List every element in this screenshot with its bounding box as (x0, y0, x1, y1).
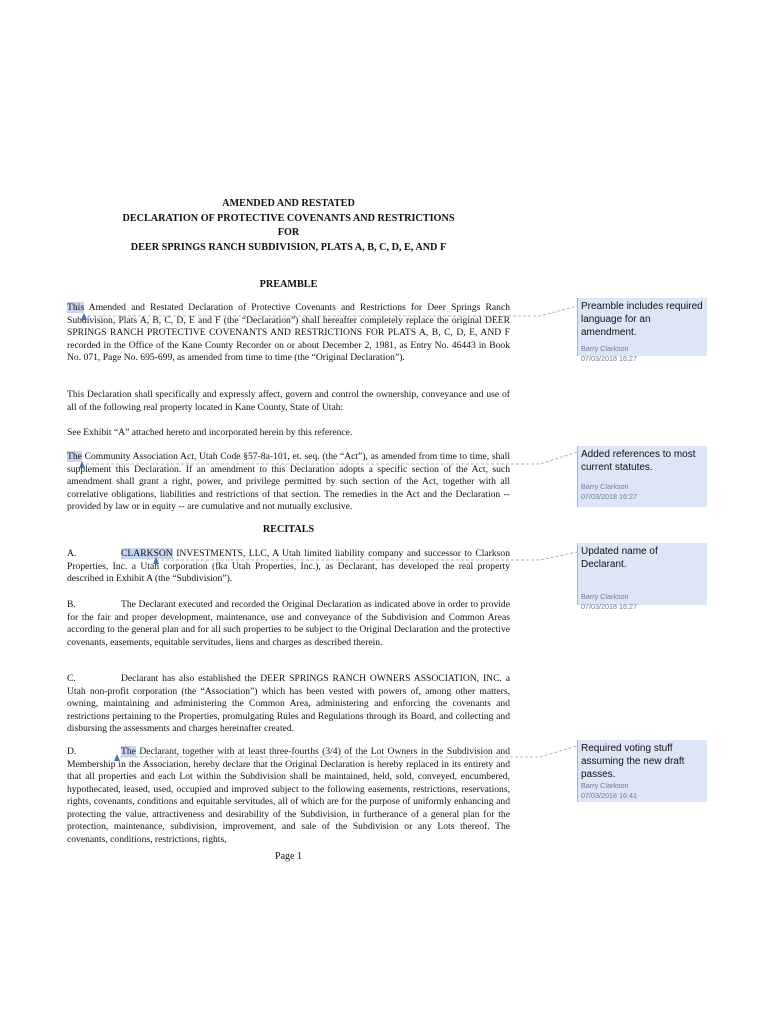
recital-c (67, 673, 510, 736)
page-number: Page 1 (275, 851, 302, 862)
paragraph-text: Community Association Act, Utah Code §57-8a-101, et. seq. (the “Act”), as amended from time to time, shall supplement this Declaration. If an amendment to this Declaration adopts a specific section of the Act, such amendment shall grant a right, power, and privilege permitted by such section of the Act, together with all correlative obligations, liabilities and restrictions of that section. The remedies in the Act and the Declaration -- provided by law or in equity -- are cumulative and not mutually exclusive. (67, 451, 510, 512)
recital-label: A. (67, 548, 77, 559)
title-line: DECLARATION OF PROTECTIVE COVENANTS AND RESTRICTIONS (122, 212, 455, 224)
paragraph-text: Amended and Restated Declaration of Protective Covenants and Restrictions for Deer Springs Ranch Subdivision, Plats A, B, C, D, E and F (the “Declaration”) shall hereafter completely replace the original DEER SPRINGS RANCH PROTECTIVE COVENANTS AND RESTRICTIONS FOR PLATS A, B, C, D, E, AND F recorded in the Office of the Kane County Recorder on or about December 2, 1981, as Entry No. 46443 in Book No. 071, Page No. 695-699, as amended from time to time (the “Original Declaration”). (67, 302, 510, 363)
comment-author: Barry Clarkson (581, 344, 629, 353)
comment-author: Barry Clarkson (581, 592, 629, 601)
comment-date: 07/03/2018 16:27 (581, 492, 637, 501)
comment-text: Added references to most current statutes. (581, 449, 696, 473)
paragraph-text: The Declarant executed and recorded the Original Declaration as indicated above in order to provide for the fair and proper development, maintenance, use and conveyance of the Subdivision and Common Areas according to the general plan and for all such properties to be subject to the Original Declaration and the protective covenants, easements, equitable servitudes, liens and charges as described therein. (67, 599, 510, 648)
document-title (67, 197, 510, 255)
highlighted-text[interactable]: The (121, 746, 136, 757)
recital-label: C. (67, 673, 76, 684)
comment-text: Updated name of Declarant. (581, 546, 658, 570)
comment-balloon-3[interactable] (577, 543, 707, 611)
comment-anchor-icon[interactable] (114, 754, 120, 761)
preamble-paragraph-1[interactable] (67, 302, 510, 365)
recital-d[interactable] (67, 746, 510, 846)
highlighted-text[interactable]: The (67, 451, 82, 462)
comment-anchor-icon[interactable] (79, 461, 85, 468)
recital-label: D. (67, 746, 77, 757)
comment-date: 07/03/2018 16:41 (581, 791, 637, 800)
paragraph-text: Declarant, together with at least three-fourths (3/4) of the Lot Owners in the Subdivision and Membership in the Association, hereby declare that the Original Declaration is hereby replaced in its entirety and that all properties and each Lot within the Subdivision shall be maintained, held, sold, conveyed, encumbered, hypothecated, leased, used, occupied and improved subject to the following easements, restrictions, reservations, rights, covenants, conditions and equitable servitudes, all of which are for the purpose of uniformly enhancing and protecting the value, attractiveness and desirability of the Subdivision, in furtherance of a general plan for the protection, maintenance, subdivision, improvement, and sale of the Subdivision or any Lots thereof. The covenants, conditions, restrictions, rights, (67, 746, 510, 845)
comment-balloon-2[interactable] (577, 446, 707, 507)
recitals-heading: RECITALS (262, 524, 315, 535)
highlighted-text[interactable]: CLARKSON (121, 548, 173, 559)
title-line: AMENDED AND RESTATED (222, 198, 355, 209)
comment-anchor-icon[interactable] (153, 557, 159, 564)
comment-balloon-1[interactable] (577, 298, 707, 363)
preamble-paragraph-2: This Declaration shall specifically and expressly affect, govern and control the ownership, conveyance and use of all of the following real property located in Kane County, State of Utah: (67, 389, 510, 413)
recital-label: B. (67, 599, 76, 610)
paragraph-text: Declarant has also established the DEER SPRINGS RANCH OWNERS ASSOCIATION, INC. a Utah non-profit corporation (the “Association”) which has been vested with powers of, among other matters, owning, maintaining and administering the Common Area, administering and enforcing the covenants and restrictions pertaining to the Properties, promulgating Rules and Regulations through its Board, and collecting and disbursing the assessments and charges hereinafter created. (67, 673, 510, 734)
title-line: DEER SPRINGS RANCH SUBDIVISION, PLATS A, B, C, D, E, AND F (130, 241, 447, 253)
preamble-paragraph-3: See Exhibit “A” attached hereto and incorporated herein by this reference. (67, 427, 353, 438)
comment-author: Barry Clarkson (581, 781, 629, 790)
comment-text: Preamble includes required language for an amendment. (581, 301, 703, 338)
preamble-heading: PREAMBLE (259, 279, 318, 290)
recital-b (67, 599, 510, 649)
comment-date: 07/03/2018 16:27 (581, 354, 637, 363)
preamble-paragraph-4[interactable] (67, 451, 510, 514)
comment-date: 07/03/2018 16:27 (581, 602, 637, 611)
comment-text: Required voting stuff assuming the new draft passes. (581, 743, 685, 780)
title-line: FOR (277, 227, 300, 238)
comment-anchor-icon[interactable] (81, 313, 87, 320)
paragraph-text: INVESTMENTS, LLC, A Utah limited liability company and successor to Clarkson Properties, Inc. a Utah corporation (fka Utah Properties, Inc.), as Declarant, has developed the real property described in Exhibit A (the “Subdivision”). (67, 548, 510, 584)
comment-author: Barry Clarkson (581, 482, 629, 491)
recital-a[interactable] (67, 548, 510, 586)
highlighted-text[interactable]: This (67, 302, 85, 313)
comment-balloon-4[interactable] (577, 740, 707, 802)
